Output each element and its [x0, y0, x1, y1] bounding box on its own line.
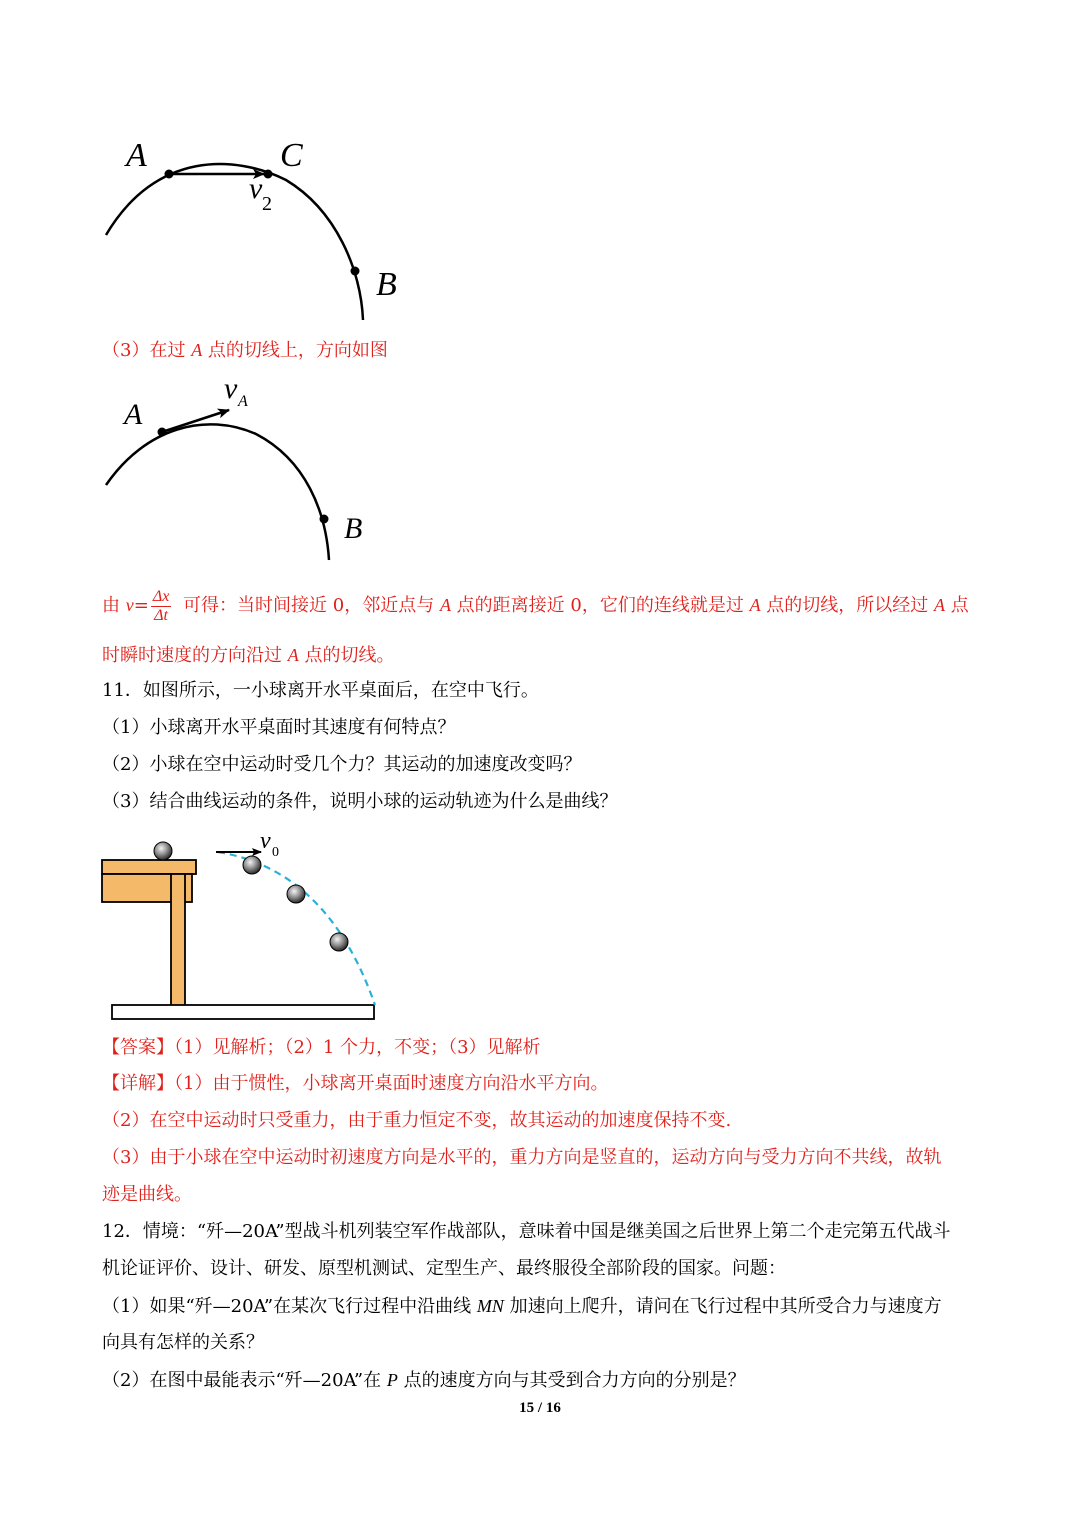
- label-a: A: [126, 137, 147, 174]
- table-leg: [171, 874, 185, 1006]
- label-b: B: [344, 512, 363, 545]
- ball-3: [330, 933, 348, 951]
- velocity-arrow: [162, 410, 229, 432]
- answer-10-explanation-cont: 时瞬时速度的方向沿过 A 点的切线。: [102, 645, 395, 666]
- question-12-part-2: （2）在图中最能表示“歼—20A”在 P 点的速度方向与其受到合力方向的分别是？: [102, 1370, 746, 1391]
- trajectory-arc: [106, 164, 363, 320]
- label-v2-sub: 2: [262, 193, 272, 215]
- trajectory-dashed: [218, 852, 375, 1005]
- figure-tangent: [96, 372, 396, 572]
- question-12-stem-cont: 机论证评价、设计、研发、原型机测试、定型生产、最终服役全部阶段的国家。问题：: [102, 1258, 786, 1279]
- question-11-part-2: （2）小球在空中运动时受几个力？其运动的加速度改变吗？: [102, 754, 582, 775]
- detail-11-1: 【详解】（1）由于惯性，小球离开桌面时速度方向沿水平方向。: [102, 1073, 609, 1094]
- detail-11-2: （2）在空中运动时只受重力，由于重力恒定不变，故其运动的加速度保持不变.: [102, 1110, 732, 1131]
- point-b: [320, 515, 329, 524]
- label-a: A: [124, 398, 143, 431]
- delta-fraction: $\frac{\Delta x}{\Delta t}$: [152, 587, 170, 624]
- question-11-part-1: （1）小球离开水平桌面时其速度有何特点？: [102, 717, 456, 738]
- label-v0: v: [260, 828, 271, 854]
- detail-11-3: （3）由于小球在空中运动时初速度方向是水平的，重力方向是竖直的，运动方向与受力方向不共线，故轨: [102, 1147, 942, 1168]
- ball-2: [287, 885, 305, 903]
- label-b: B: [376, 266, 397, 303]
- answer-10-explanation: 由 v= $\frac{\Delta x}{\Delta t}$ 可得：当时间接近 0，邻近点与 A 点的距离接近 0，它们的连线就是过 A 点的切线，所以经过 A 点: [102, 587, 969, 624]
- label-va-sub: A: [238, 393, 248, 410]
- label-v0-sub: 0: [272, 845, 279, 860]
- ball-on-table: [154, 842, 172, 860]
- detail-11-3-cont: 迹是曲线。: [102, 1184, 192, 1205]
- tabletop: [102, 860, 196, 874]
- ball-1: [243, 856, 261, 874]
- question-12-part-1-cont: 向具有怎样的关系？: [102, 1332, 264, 1353]
- question-12-part-1: （1）如果“歼—20A”在某次飞行过程中沿曲线 MN 加速向上爬升，请问在飞行过程中其所受合力与速度方: [102, 1296, 942, 1317]
- question-11-part-3: （3）结合曲线运动的条件，说明小球的运动轨迹为什么是曲线？: [102, 791, 618, 812]
- floor-base: [112, 1005, 374, 1019]
- trajectory-arc: [106, 424, 329, 560]
- question-11-stem: 11．如图所示，一小球离开水平桌面后，在空中飞行。: [102, 680, 539, 701]
- question-12-stem: 12．情境：“歼—20A”型战斗机列装空军作战部队，意味着中国是继美国之后世界上第二个走完第五代战斗: [102, 1221, 951, 1242]
- label-c: C: [280, 137, 303, 174]
- label-v2: v: [249, 172, 263, 205]
- answer-11: 【答案】（1）见解析；（2）1 个力，不变；（3）见解析: [102, 1037, 541, 1058]
- figure-table-projectile: [98, 830, 388, 1025]
- answer-10-3: （3）在过 A 点的切线上，方向如图: [102, 340, 388, 361]
- label-va: v: [224, 372, 238, 405]
- point-a: [165, 170, 174, 179]
- page-number: 15 / 16: [519, 1400, 561, 1416]
- point-a: [158, 428, 167, 437]
- point-c: [264, 170, 273, 179]
- figure-arc-chord: [96, 130, 426, 330]
- point-b: [351, 267, 360, 276]
